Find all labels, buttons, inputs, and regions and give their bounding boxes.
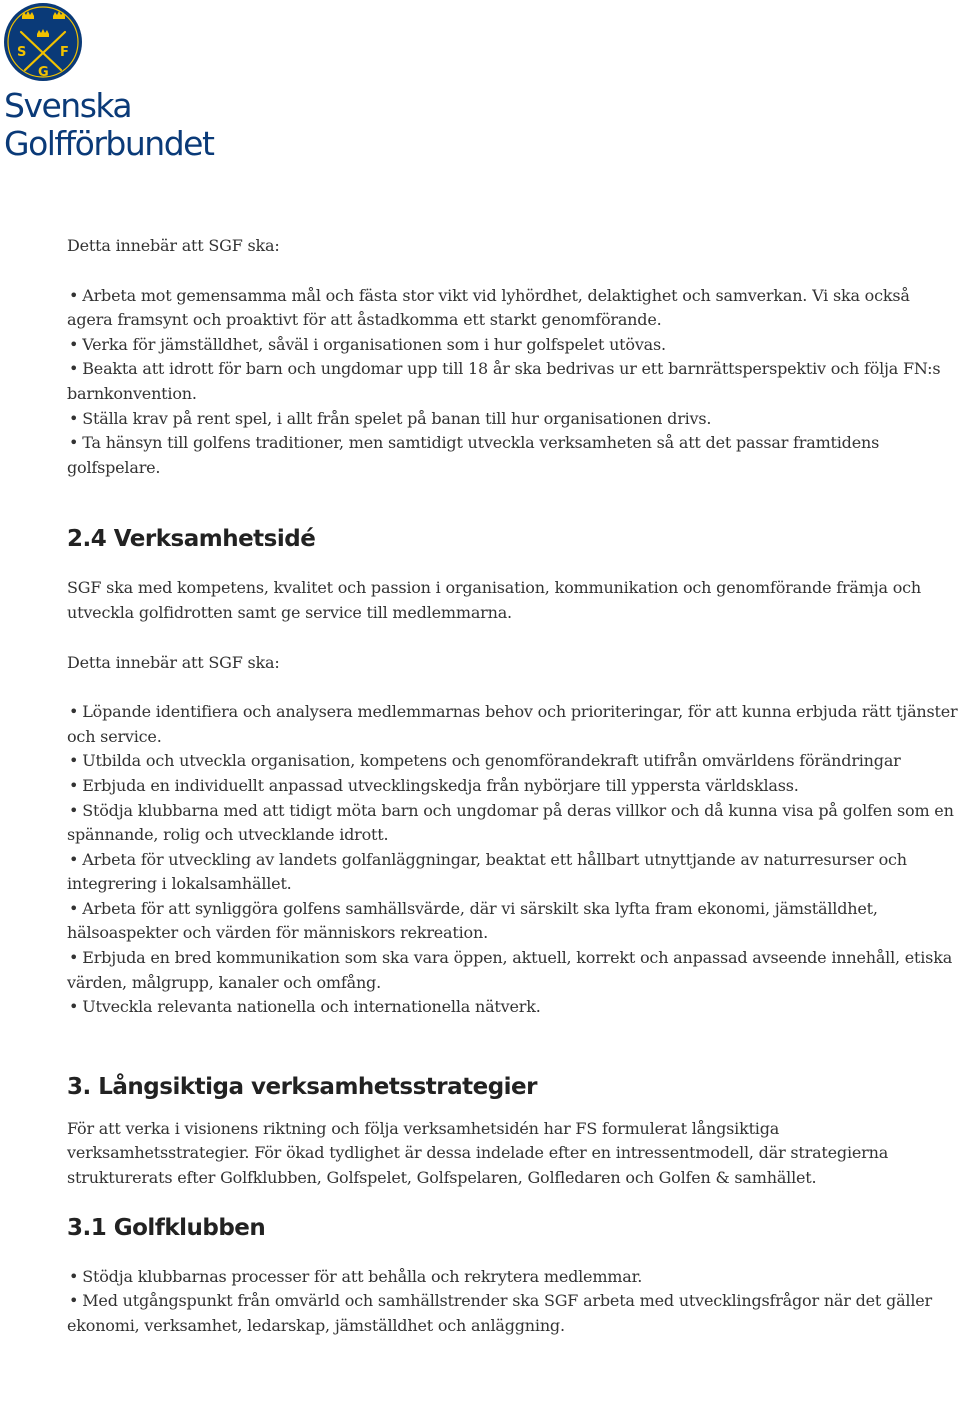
list-item-text: Arbeta mot gemensamma mål och fästa stor vikt vid lyhördhet, delaktighet och samverkan. Vi ska också agera framsynt och proaktivt för att åstadkomma ett starkt genomförande.	[67, 285, 910, 330]
bullet-icon: •	[69, 702, 79, 722]
bullet-icon: •	[69, 1291, 79, 1311]
intro-detta-text: Detta innebär att SGF ska:	[67, 236, 280, 255]
list-item	[67, 848, 959, 897]
bullet-list-2-4	[67, 700, 959, 1020]
bullet-icon: •	[69, 849, 79, 869]
section-heading-3-1: 3.1 Golfklubben	[67, 1214, 266, 1241]
list-item	[67, 946, 959, 995]
brand-line-2: Golfförbundet	[4, 124, 214, 163]
brand-line-1: Svenska	[4, 86, 132, 125]
list-item-text: Utveckla relevanta nationella och internationella nätverk.	[82, 997, 541, 1017]
list-item	[67, 357, 959, 406]
list-item-text: Med utgångspunkt från omvärld och samhällstrender ska SGF arbeta med utvecklingsfrågor när det gäller ekonomi, verksamhet, ledarskap, jämställdhet och anläggning.	[67, 1291, 932, 1335]
list-item	[67, 407, 959, 432]
list-item	[67, 1289, 959, 1338]
bullet-icon: •	[69, 285, 79, 305]
list-item-text: Utbilda och utveckla organisation, kompetens och genomförandekraft utifrån omvärldens förändringar	[82, 751, 901, 771]
sgf-logo-icon	[3, 2, 83, 82]
document-body	[67, 234, 959, 1338]
bullet-icon: •	[69, 334, 79, 354]
list-item	[67, 333, 959, 358]
list-item	[67, 799, 959, 848]
bullet-icon: •	[69, 408, 79, 428]
bullet-list-3-1	[67, 1265, 959, 1339]
list-item-text: Ställa krav på rent spel, i allt från spelet på banan till hur organisationen drivs.	[82, 408, 712, 428]
list-item-text: Arbeta för att synliggöra golfens samhällsvärde, där vi särskilt ska lyfta fram ekonomi, jämställdhet, hälsoaspekter och värden för människors rekreation.	[67, 898, 878, 943]
brand-wordmark	[4, 87, 213, 163]
bullet-icon: •	[69, 359, 79, 379]
list-item-text: Stödja klubbarnas processer för att behålla och rekrytera medlemmar.	[82, 1266, 643, 1286]
bullet-list-1	[67, 284, 959, 481]
list-item	[67, 284, 959, 333]
list-item	[67, 749, 959, 774]
list-item-text: Ta hänsyn till golfens traditioner, men samtidigt utveckla verksamheten så att det passar framtidens golfspelare.	[67, 433, 880, 477]
bullet-icon: •	[69, 898, 79, 918]
list-item-text: Löpande identifiera och analysera medlemmarnas behov och prioriteringar, för att kunna erbjuda rätt tjänster och service.	[67, 702, 958, 746]
logo-letter-s: S	[17, 45, 27, 60]
list-item	[67, 1265, 959, 1290]
bullet-icon: •	[69, 1266, 79, 1286]
list-item-text: Arbeta för utveckling av landets golfanläggningar, beaktat ett hållbart utnyttjande av naturresurser och integrering i lokalsamhället.	[67, 849, 907, 894]
list-item	[67, 995, 959, 1020]
section-2-4-body: SGF ska med kompetens, kvalitet och passion i organisation, kommunikation och genomförande främja och utveckla golfidrotten samt ge service till medlemmarna.	[67, 578, 921, 622]
list-item	[67, 897, 959, 946]
logo-letter-g: G	[38, 65, 49, 80]
section-heading-3: 3. Långsiktiga verksamhetsstrategier	[67, 1073, 537, 1100]
list-item-text: Verka för jämställdhet, såväl i organisationen som i hur golfspelet utövas.	[82, 334, 666, 354]
list-item	[67, 700, 959, 749]
bullet-icon: •	[69, 800, 79, 820]
bullet-icon: •	[69, 948, 79, 968]
list-item	[67, 431, 959, 480]
bullet-icon: •	[69, 433, 79, 453]
bullet-icon: •	[69, 751, 79, 771]
bullet-icon: •	[69, 997, 79, 1017]
section-heading-2-4: 2.4 Verksamhetsidé	[67, 526, 316, 553]
logo-letter-f: F	[60, 45, 69, 60]
section-2-4-detta-text: Detta innebär att SGF ska:	[67, 652, 280, 672]
list-item-text: Erbjuda en bred kommunikation som ska vara öppen, aktuell, korrekt och anpassad avseende innehåll, etiska värden, målgrupp, kanaler och omfång.	[67, 948, 953, 992]
list-item-text: Erbjuda en individuellt anpassad utvecklingskedja från nybörjare till yppersta världsklass.	[82, 775, 799, 795]
list-item-text: Stödja klubbarna med att tidigt möta barn och ungdomar på deras villkor och då kunna visa på golfen som en spännande, rolig och utvecklande idrott.	[67, 800, 954, 845]
list-item	[67, 774, 959, 799]
section-3-body: För att verka i visionens riktning och följa verksamhetsidén har FS formulerat långsiktiga verksamhetsstrategier. För ökad tydlighet är dessa indelade efter en intressentmodell, där strategierna strukturerats efter Golfklubben, Golfspelet, Golfspelaren, Golfledaren och Golfen & samhället.	[67, 1118, 889, 1188]
list-item-text: Beakta att idrott för barn och ungdomar upp till 18 år ska bedrivas ur ett barnrättsperspektiv och följa FN:s barnkonvention.	[67, 359, 941, 403]
bullet-icon: •	[69, 775, 79, 795]
